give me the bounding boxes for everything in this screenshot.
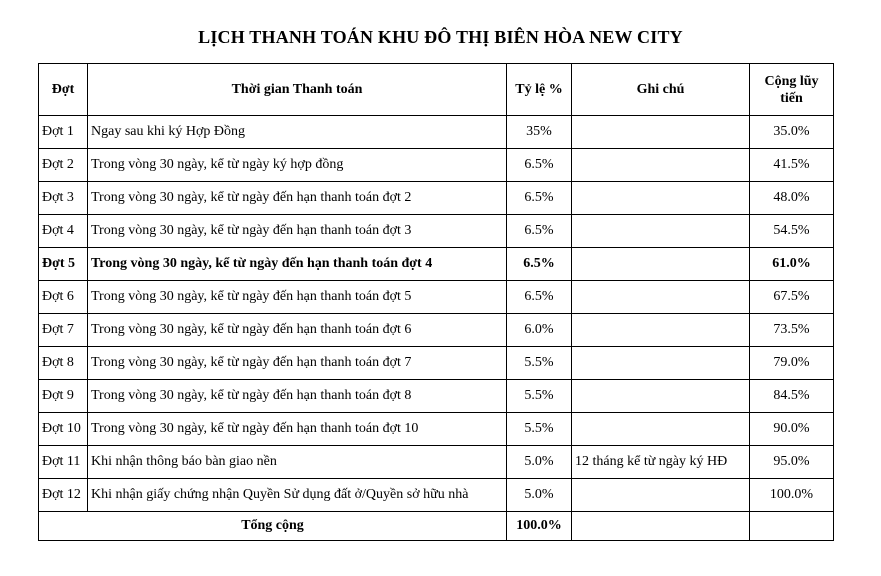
- cell-cumulative: 48.0%: [750, 182, 834, 215]
- cell-note: [572, 380, 750, 413]
- cell-rate: 6.5%: [507, 281, 572, 314]
- cell-time: Trong vòng 30 ngày, kể từ ngày đến hạn thanh toán đợt 10: [88, 413, 507, 446]
- table-row: [39, 116, 834, 149]
- cell-cumulative: 90.0%: [750, 413, 834, 446]
- cell-time: Trong vòng 30 ngày, kể từ ngày đến hạn thanh toán đợt 7: [88, 347, 507, 380]
- cell-note: [572, 116, 750, 149]
- cell-rate: 6.5%: [507, 215, 572, 248]
- cell-period: Đợt 12: [39, 479, 88, 512]
- page-title: LỊCH THANH TOÁN KHU ĐÔ THỊ BIÊN HÒA NEW CITY: [198, 27, 683, 47]
- cell-time: Trong vòng 30 ngày, kể từ ngày đến hạn thanh toán đợt 3: [88, 215, 507, 248]
- cell-rate: 5.5%: [507, 413, 572, 446]
- cell-time: Khi nhận giấy chứng nhận Quyền Sử dụng đất ở/Quyền sở hữu nhà: [88, 479, 507, 512]
- cell-rate: 6.5%: [507, 182, 572, 215]
- cell-rate: 5.0%: [507, 479, 572, 512]
- cell-rate: 35%: [507, 116, 572, 149]
- cell-note: [572, 314, 750, 347]
- cell-period: Đợt 10: [39, 413, 88, 446]
- table-row: [39, 413, 834, 446]
- total-note: [572, 512, 750, 541]
- cell-note: [572, 413, 750, 446]
- table-header-row: [39, 64, 834, 116]
- cell-rate: 5.5%: [507, 347, 572, 380]
- table-row-highlighted: [39, 248, 834, 281]
- table-row: [39, 281, 834, 314]
- cell-rate: 6.0%: [507, 314, 572, 347]
- cell-cumulative: 100.0%: [750, 479, 834, 512]
- header-rate: Tỷ lệ %: [507, 64, 572, 116]
- cell-period: Đợt 4: [39, 215, 88, 248]
- cell-time: Ngay sau khi ký Hợp Đồng: [88, 116, 507, 149]
- cell-time: Trong vòng 30 ngày, kể từ ngày đến hạn thanh toán đợt 8: [88, 380, 507, 413]
- cell-note: [572, 215, 750, 248]
- header-period: Đợt: [39, 64, 88, 116]
- cell-period: Đợt 11: [39, 446, 88, 479]
- cell-time: Trong vòng 30 ngày, kể từ ngày ký hợp đồng: [88, 149, 507, 182]
- cell-note: [572, 149, 750, 182]
- table-row: [39, 380, 834, 413]
- cell-period: Đợt 3: [39, 182, 88, 215]
- cell-time: Trong vòng 30 ngày, kể từ ngày đến hạn thanh toán đợt 6: [88, 314, 507, 347]
- cell-note: [572, 248, 750, 281]
- total-cumulative: [750, 512, 834, 541]
- cell-time: Trong vòng 30 ngày, kể từ ngày đến hạn thanh toán đợt 5: [88, 281, 507, 314]
- cell-time: Khi nhận thông báo bàn giao nền: [88, 446, 507, 479]
- table-row: [39, 314, 834, 347]
- cell-note: 12 tháng kể từ ngày ký HĐ: [572, 446, 750, 479]
- total-label: Tổng cộng: [39, 512, 507, 541]
- cell-rate: 5.5%: [507, 380, 572, 413]
- table-row: [39, 215, 834, 248]
- cell-time: Trong vòng 30 ngày, kể từ ngày đến hạn thanh toán đợt 4: [88, 248, 507, 281]
- cell-cumulative: 61.0%: [750, 248, 834, 281]
- cell-note: [572, 182, 750, 215]
- cell-period: Đợt 1: [39, 116, 88, 149]
- cell-time: Trong vòng 30 ngày, kể từ ngày đến hạn thanh toán đợt 2: [88, 182, 507, 215]
- table-total-row: [39, 512, 834, 541]
- cell-cumulative: 54.5%: [750, 215, 834, 248]
- cell-period: Đợt 7: [39, 314, 88, 347]
- table-row: [39, 446, 834, 479]
- header-time: Thời gian Thanh toán: [88, 64, 507, 116]
- cell-period: Đợt 2: [39, 149, 88, 182]
- cell-note: [572, 281, 750, 314]
- table-row: [39, 149, 834, 182]
- cell-note: [572, 479, 750, 512]
- cell-cumulative: 79.0%: [750, 347, 834, 380]
- cell-rate: 6.5%: [507, 149, 572, 182]
- total-rate: 100.0%: [507, 512, 572, 541]
- cell-cumulative: 35.0%: [750, 116, 834, 149]
- table-row: [39, 182, 834, 215]
- header-cumulative: Cộng lũy tiến: [750, 64, 834, 116]
- cell-cumulative: 84.5%: [750, 380, 834, 413]
- cell-note: [572, 347, 750, 380]
- table-row: [39, 479, 834, 512]
- cell-cumulative: 41.5%: [750, 149, 834, 182]
- table-row: [39, 347, 834, 380]
- cell-cumulative: 67.5%: [750, 281, 834, 314]
- cell-period: Đợt 5: [39, 248, 88, 281]
- cell-period: Đợt 8: [39, 347, 88, 380]
- cell-cumulative: 95.0%: [750, 446, 834, 479]
- payment-schedule-table: [38, 63, 834, 541]
- header-note: Ghi chú: [572, 64, 750, 116]
- cell-rate: 5.0%: [507, 446, 572, 479]
- cell-period: Đợt 6: [39, 281, 88, 314]
- cell-rate: 6.5%: [507, 248, 572, 281]
- cell-cumulative: 73.5%: [750, 314, 834, 347]
- cell-period: Đợt 9: [39, 380, 88, 413]
